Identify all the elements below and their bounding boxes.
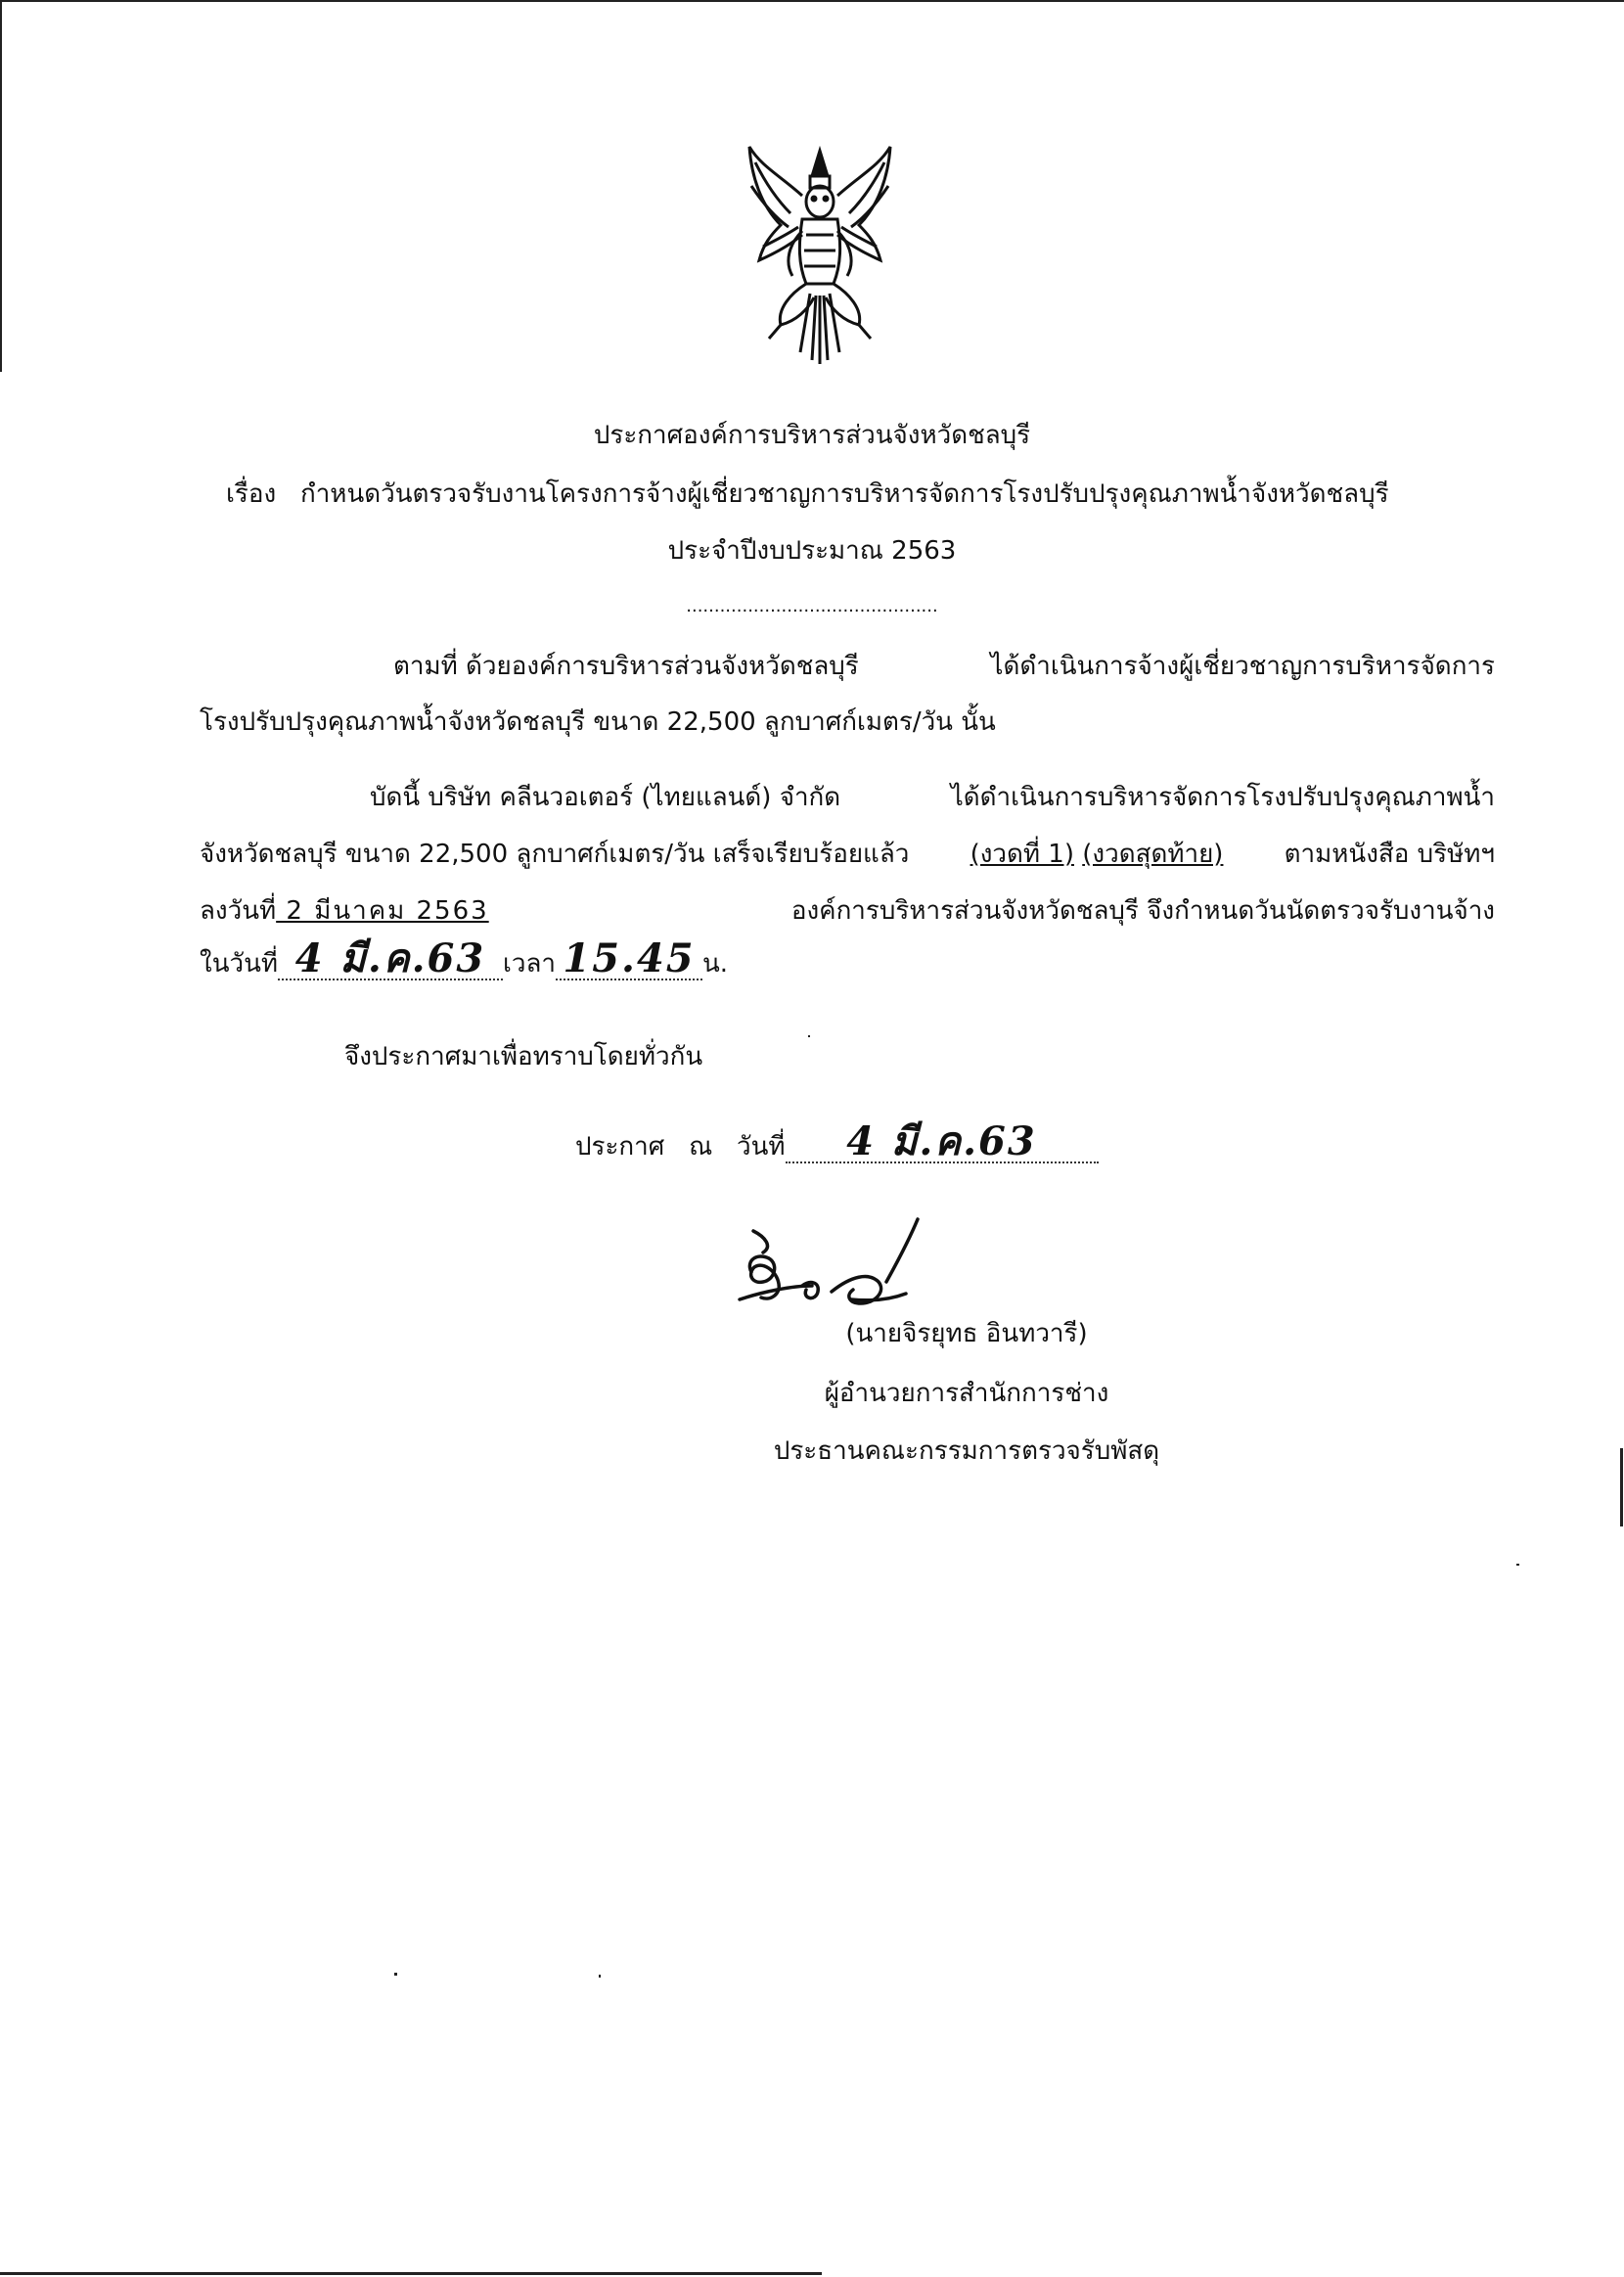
letter-date-group (200, 891, 489, 931)
scan-edge-bottom (0, 2272, 822, 2275)
p1-line1-end: ได้ดำเนินการจ้างผู้เชี่ยวชาญการบริหารจัดการ (990, 652, 1495, 681)
scan-edge-top (0, 0, 1624, 2)
announcement-label: ประกาศ ณ วันที่ (575, 1132, 786, 1161)
p2-line3-prefix: ลงวันที่ (200, 896, 277, 926)
subject-text: กำหนดวันตรวจรับงานโครงการจ้างผู้เชี่ยวชาญการบริหารจัดการโรงปรับปรุงคุณภาพน้ำจังหวัดชลบุรี (299, 479, 1389, 509)
signature (704, 1213, 988, 1321)
subject-prefix: เรื่อง (226, 479, 277, 509)
p2-line4-prefix: ในวันที่ (200, 949, 278, 979)
p2-line1-start: บัดนี้ บริษัท คลีนวอเตอร์ (ไทยแลนด์) จำกัด (370, 783, 841, 812)
announcement-date-handwritten: 4 มี.ค.63 (786, 1122, 1099, 1163)
p2-line2-start: จังหวัดชลบุรี ขนาด 22,500 ลูกบาศก์เมตร/วัน เสร็จเรียบร้อยแล้ว (200, 840, 910, 869)
paragraph-2-line-2 (200, 835, 1495, 874)
p2-line3-end: องค์การบริหารส่วนจังหวัดชลบุรี จึงกำหนดวันนัดตรวจรับงานจ้าง (790, 896, 1495, 926)
scan-edge-left (0, 0, 2, 372)
signatory-position: ผู้อำนวยการสำนักการช่าง (824, 1379, 1109, 1408)
scan-speck (1516, 1564, 1519, 1566)
fiscal-year: ประจำปีงบประมาณ 2563 (667, 536, 957, 566)
time-unit: น. (702, 949, 729, 979)
paragraph-1-line-2: โรงปรับปรุงคุณภาพน้ำจังหวัดชลบุรี ขนาด 22,500 ลูกบาศก์เมตร/วัน นั้น (200, 707, 996, 737)
announcement-date-line (575, 1118, 1099, 1166)
letter-date: 2 มีนาคม 2563 (276, 896, 489, 926)
p2-line2-end: ตามหนังสือ บริษัทฯ (1284, 840, 1495, 869)
signatory-role: ประธานคณะกรรมการตรวจรับพัสดุ (773, 1436, 1160, 1466)
scan-speck (394, 1973, 397, 1976)
inspection-time-handwritten: 15.45 (556, 939, 702, 980)
installment-label: (งวดที่ 1) (970, 840, 1074, 869)
closing-statement: จึงประกาศมาเพื่อทราบโดยทั่วกัน (344, 1042, 703, 1071)
paragraph-1-line-1 (393, 647, 1495, 686)
p2-line1-end: ได้ดำเนินการบริหารจัดการโรงปรับปรุงคุณภาพน้ำ (950, 783, 1495, 812)
scan-speck (808, 1035, 810, 1037)
installment-marks (970, 835, 1224, 874)
signatory-name: (นายจิรยุทธ อินทวารี) (845, 1319, 1088, 1348)
subject-line (226, 475, 1389, 514)
time-label: เวลา (502, 949, 557, 979)
inspection-date-handwritten: 4 มี.ค.63 (278, 939, 503, 980)
title-separator: ............................................. (686, 596, 938, 616)
scan-speck (599, 1975, 601, 1978)
paragraph-2-line-4 (200, 935, 729, 983)
paragraph-2-line-1 (370, 778, 1495, 817)
garuda-emblem-icon (742, 137, 898, 368)
paragraph-2-line-3 (200, 891, 1495, 931)
final-installment-label: (งวดสุดท้าย) (1082, 840, 1224, 869)
p1-line1-start: ตามที่ ด้วยองค์การบริหารส่วนจังหวัดชลบุรี (393, 652, 859, 681)
document-title: ประกาศองค์การบริหารส่วนจังหวัดชลบุรี (593, 421, 1031, 450)
